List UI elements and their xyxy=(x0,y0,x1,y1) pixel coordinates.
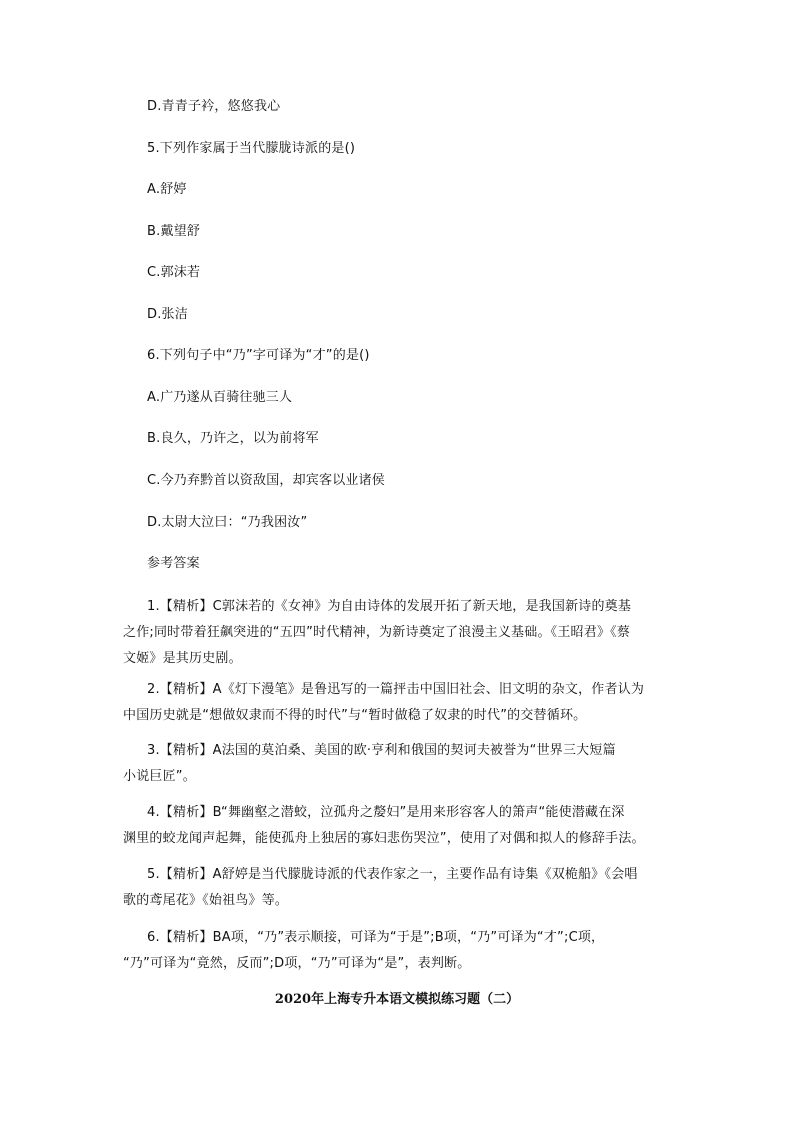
answers-heading: 参考答案 xyxy=(147,556,200,571)
answer-6-line-2: “乃”可译为“竟然，反而”;D项，“乃”可译为“是”，表判断。 xyxy=(123,956,471,971)
q5-option-d: D.张洁 xyxy=(147,307,188,322)
answer-5-line-2: 歌的鸢尾花》《始祖鸟》等。 xyxy=(123,893,289,908)
q6-option-b: B.良久，乃许之，以为前将军 xyxy=(147,431,319,446)
answer-4-line-2: 渊里的蛟龙闻声起舞，能使孤舟上独居的寡妇悲伤哭泣”，使用了对偶和拟人的修辞手法。 xyxy=(123,831,645,846)
answer-1-line-2: 之作;同时带着狂飙突进的“五四”时代精神，为新诗奠定了浪漫主义基础。《王昭君》《蔡 xyxy=(123,625,631,640)
q5-option-b: B.戴望舒 xyxy=(147,224,201,239)
answer-3 xyxy=(123,738,672,790)
next-section-title: 2020年上海专升本语文模拟练习题（二） xyxy=(274,992,520,1007)
answer-1-line-3: 文姬》是其历史剧。 xyxy=(123,651,242,666)
q4-option-d: D.青青子衿，悠悠我心 xyxy=(147,99,281,114)
q5-option-a: A.舒婷 xyxy=(147,182,187,197)
answer-6 xyxy=(123,925,672,977)
q6-stem: 6.下列句子中“乃”字可译为“才”的是() xyxy=(147,348,370,363)
answer-1-line-1: 1.【精析】C郭沫若的《女神》为自由诗体的发展开拓了新天地，是我国新诗的奠基 xyxy=(147,599,632,614)
answer-6-line-1: 6.【精析】BA项，“乃”表示顺接，可译为“于是”;B项，“乃”可译为“才”;C项， xyxy=(147,930,605,945)
answer-3-line-2: 小说巨匠”。 xyxy=(123,769,196,784)
q6-option-a: A.广乃遂从百骑往驰三人 xyxy=(147,390,293,405)
answer-4-line-1: 4.【精析】B“舞幽壑之潜蛟，泣孤舟之嫠妇”是用来形容客人的箫声“能使潜藏在深 xyxy=(147,805,625,820)
answer-5 xyxy=(123,862,672,914)
answer-2 xyxy=(123,677,672,729)
answer-5-line-1: 5.【精析】A舒婷是当代朦胧诗派的代表作家之一，主要作品有诗集《双桅船》《会唱 xyxy=(147,867,638,882)
answer-2-line-1: 2.【精析】A《灯下漫笔》是鲁迅写的一篇抨击中国旧社会、旧文明的杂文，作者认为 xyxy=(147,682,645,697)
q6-option-d: D.太尉大泣曰：“乃我困汝” xyxy=(147,515,308,530)
answer-2-line-2: 中国历史就是“想做奴隶而不得的时代”与“暂时做稳了奴隶的时代”的交替循环。 xyxy=(123,708,587,723)
answer-3-line-1: 3.【精析】A法国的莫泊桑、美国的欧·亨利和俄国的契诃夫被誉为“世界三大短篇 xyxy=(147,743,616,758)
answer-1 xyxy=(123,594,672,672)
q5-option-c: C.郭沫若 xyxy=(147,265,201,280)
answer-4 xyxy=(123,800,672,852)
q6-option-c: C.今乃弃黔首以资敌国，却宾客以业诸侯 xyxy=(147,473,386,488)
q5-stem: 5.下列作家属于当代朦胧诗派的是() xyxy=(147,141,356,156)
